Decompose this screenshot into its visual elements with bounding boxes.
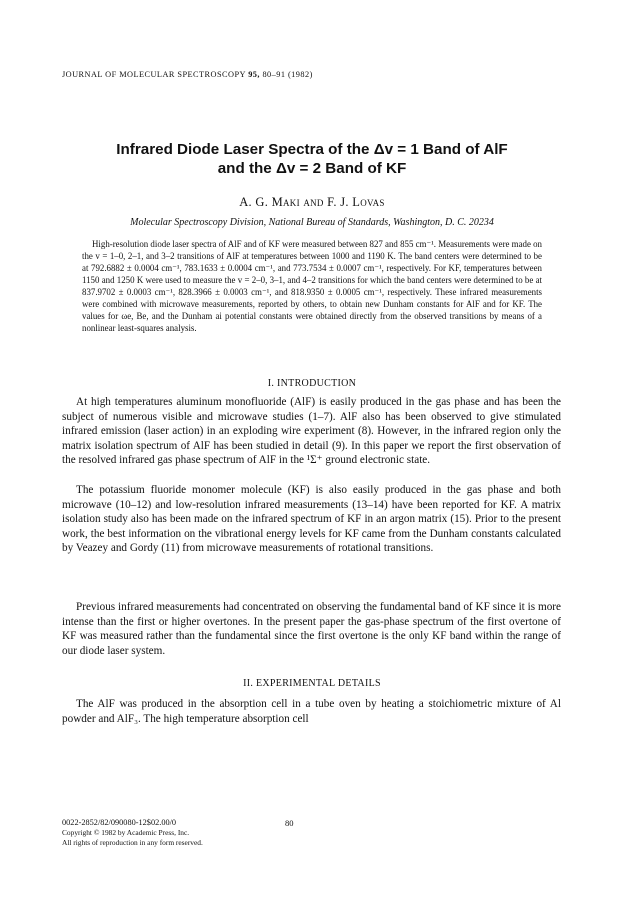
journal-pages-year: 80–91 (1982) [262, 70, 313, 79]
paper-title-line-2: and the Δv = 2 Band of KF [217, 160, 407, 177]
page-number: 80 [285, 818, 294, 828]
journal-volume: 95, [248, 70, 260, 79]
body-paragraph [62, 697, 561, 726]
author-names: A. G. Maki and F. J. Lovas [239, 195, 385, 209]
paper-title [60, 140, 564, 178]
abstract-text: High-resolution diode laser spectra of AlF and of KF were measured between 827 and 855 cm⁻¹. Measurements were made on the v = 1–0, 2–1, and 3–2 transitions of AlF at temperatures between 1000 and 1190 K. The band centers were determined to be at 792.6882 ± 0.0004 cm⁻¹, 783.1633 ± 0.0004 cm⁻¹, and 773.7534 ± 0.0007 cm⁻¹, respectively. For KF, temperatures between 1150 and 1250 K were used to measure the v = 2–0, 3–1, and 4–2 transitions for which the band centers were determined to be at 837.9702 ± 0.0003 cm⁻¹, 828.3966 ± 0.0003 cm⁻¹, and 818.9350 ± 0.0005 cm⁻¹, respectively. These infrared measurements were combined with microwave measurements, reported by others, to obtain new Dunham constants for AlF and for KF. The values for ωe, Be, and the Dunham ai potential constants were obtained directly from the observed transitions by means of a nonlinear least-squares analysis. [82, 239, 542, 334]
footer-copyright-line: Copyright © 1982 by Academic Press, Inc. [62, 828, 190, 838]
footer-copyright [62, 818, 203, 849]
journal-header [62, 70, 313, 79]
intro-paragraph-1: At high temperatures aluminum monofluoride (AlF) is easily produced in the gas phase and has been the subject of numerous visible and microwave studies (1–7). AlF also has been observed to give stimulated infrared emission (laser action) in an exploding wire experiment (8). However, in the infrared region only the matrix isolation spectrum of AlF has been studied in detail (9). In this paper we report the first observation of the resolved infrared gas phase spectrum of AlF in the ¹Σ⁺ ground electronic state. [62, 396, 561, 467]
section-heading-introduction: I. INTRODUCTION [267, 378, 357, 389]
authors [60, 195, 564, 210]
footer-rights-line: All rights of reproduction in any form reserved. [62, 838, 203, 848]
intro-paragraph-2: The potassium fluoride monomer molecule (KF) is also easily produced in the gas phase and both microwave (10–12) and low-resolution infrared measurements (13–14) have been reported for KF. A matrix isolation study also has been made on the infrared spectrum of KF in an argon matrix (15). Prior to the present work, the best information on the vibrational energy levels for KF came from the Dunham constants calculated by Veazey and Gordy (11) from microwave measurements of rotational transitions. [62, 484, 561, 555]
body-paragraph [62, 483, 561, 556]
body-paragraph [62, 600, 561, 658]
paper-title-line-1: Infrared Diode Laser Spectra of the Δv = 1 Band of AlF [116, 141, 508, 158]
footer-code: 0022-2852/82/090080-12$02.00/0 [62, 818, 177, 827]
intro-paragraph-3: Previous infrared measurements had concentrated on observing the fundamental band of KF since it is more intense than the first or higher overtones. In the present paper the gas-phase spectrum of the first overtone of KF was measured rather than the fundamental since the first overtone is the only KF band within the range of our diode laser system. [62, 601, 561, 657]
experimental-paragraph-1: The AlF was produced in the absorption cell in a tube oven by heating a stoichiometric mixture of Al powder and AlF₃. The high temperature absorption cell [62, 698, 561, 725]
journal-name: JOURNAL OF MOLECULAR SPECTROSCOPY [62, 70, 246, 79]
body-paragraph [62, 395, 561, 468]
affiliation: Molecular Spectroscopy Division, National Bureau of Standards, Washington, D. C. 20234 [130, 217, 494, 228]
abstract [82, 238, 542, 334]
section-heading-experimental: II. EXPERIMENTAL DETAILS [243, 678, 381, 689]
